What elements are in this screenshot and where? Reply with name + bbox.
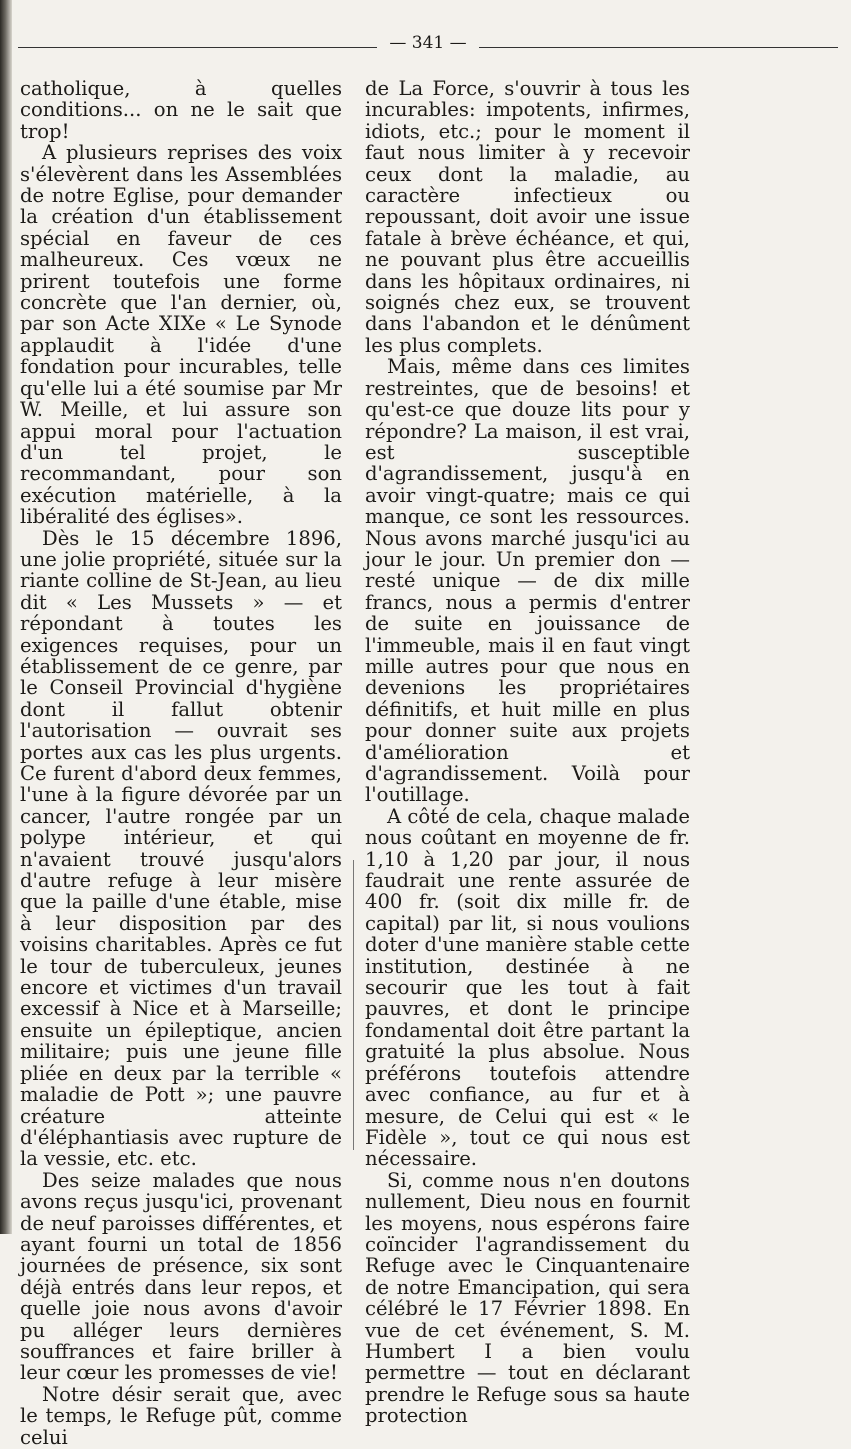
page-number: — 341 —	[18, 32, 838, 54]
paragraph: catholique, à quelles conditions... on ne le sait que trop!	[20, 77, 342, 143]
page-binding-edge	[0, 0, 12, 1234]
paragraph: A côté de cela, chaque malade nous coûtant en moyenne de fr. 1,10 à 1,20 par jour, il nous faudrait une rente assurée de 400 fr. (soit dix mille fr. de capital) par lit, si nous voulions doter d'une manière stable cette institution, destinée à ne secourir que les tout à fait pauvres, et dont le principe fondamental doit être partant la gratuité la plus absolue. Nous préférons toutefois attendre avec confiance, au fur et à mesure, de Celui qui est « le Fidèle », tout ce qui nous est nécessaire.	[365, 804, 690, 1171]
paragraph: Mais, même dans ces limites restreintes, que de besoins! et qu'est-ce que douze lits pour y répondre? La maison, il est vrai, est susceptible d'agrandissement, jusqu'à en avoir vingt-quatre; mais ce qui manque, ce sont les ressources. Nous avons marché jusqu'ici au jour le jour. Un premier don — resté unique — de dix mille francs, nous a permis d'entrer de suite en jouissance de l'immeuble, mais il en faut vingt mille autres pour que nous en devenions les propriétaires définitifs, et huit mille en plus pour donner suite aux projets d'amélioration et d'agrandissement. Voilà pour l'outillage.	[365, 355, 690, 807]
paragraph: de La Force, s'ouvrir à tous les incurables: impotents, infirmes, idiots, etc.; pour le moment il faut nous limiter à y recevoir ceux dont la maladie, au caractère infectieux ou repoussant, doit avoir une issue fatale à brève échéance, et qui, ne pouvant plus être accueillis dans les hôpitaux ordinaires, ni soignés chez eux, se trouvent dans l'abandon et le dénûment les plus complets.	[365, 77, 690, 357]
paragraph: A plusieurs reprises des voix s'élevèrent dans les Assemblées de notre Eglise, pour demander la création d'un établissement spécial en faveur de ces malheureux. Ces vœux ne prirent toutefois une forme concrète que l'an dernier, où, par son Acte XIXe « Le Synode applaudit à l'idée d'une fondation pour incurables, telle qu'elle lui a été soumise par Mr W. Meille, et lui assure son appui moral pour l'actuation d'un tel projet, le recommandant, pour son exécution matérielle, à la libéralité des églises».	[20, 141, 342, 529]
paragraph: Notre désir serait que, avec le temps, le Refuge pût, comme celui	[20, 1382, 342, 1449]
column-divider	[353, 860, 354, 1150]
left-column	[20, 78, 342, 1448]
right-column	[365, 78, 690, 1427]
page-header	[18, 30, 838, 60]
paragraph: Dès le 15 décembre 1896, une jolie propriété, située sur la riante colline de St-Jean, au lieu dit « Les Mussets » — et répondant à toutes les exigences requises, pour un établissement de ce genre, par le Conseil Provincial d'hygiène dont il fallut obtenir l'autorisation — ouvrait ses portes aux cas les plus urgents. Ce furent d'abord deux femmes, l'une à la figure dévorée par un cancer, l'autre rongée par un polype intérieur, et qui n'avaient trouvé jusqu'alors d'autre refuge à leur misère que la paille d'une étable, mise à leur disposition par des voisins charitables. Après ce fut le tour de tuberculeux, jeunes encore et victimes d'un travail excessif à Nice et à Marseille; ensuite un épileptique, ancien militaire; puis une jeune fille pliée en deux par la terrible « maladie de Pott »; une pauvre créature atteinte d'éléphantiasis avec rupture de la vessie, etc. etc.	[20, 526, 342, 1171]
paragraph: Des seize malades que nous avons reçus jusqu'ici, provenant de neuf paroisses différentes, et ayant fourni un total de 1856 journées de présence, six sont déjà entrés dans leur repos, et quelle joie nous avons d'avoir pu alléger leurs dernières souffrances et faire briller à leur cœur les promesses de vie!	[20, 1168, 342, 1385]
paragraph: Si, comme nous n'en doutons nullement, Dieu nous en fournit les moyens, nous espérons faire coïncider l'agrandissement du Refuge avec le Cinquantenaire de notre Emancipation, qui sera célébré le 17 Février 1898. En vue de cet événement, S. M. Humbert I a bien voulu permettre — tout en déclarant prendre le Refuge sous sa haute protection	[365, 1168, 690, 1428]
